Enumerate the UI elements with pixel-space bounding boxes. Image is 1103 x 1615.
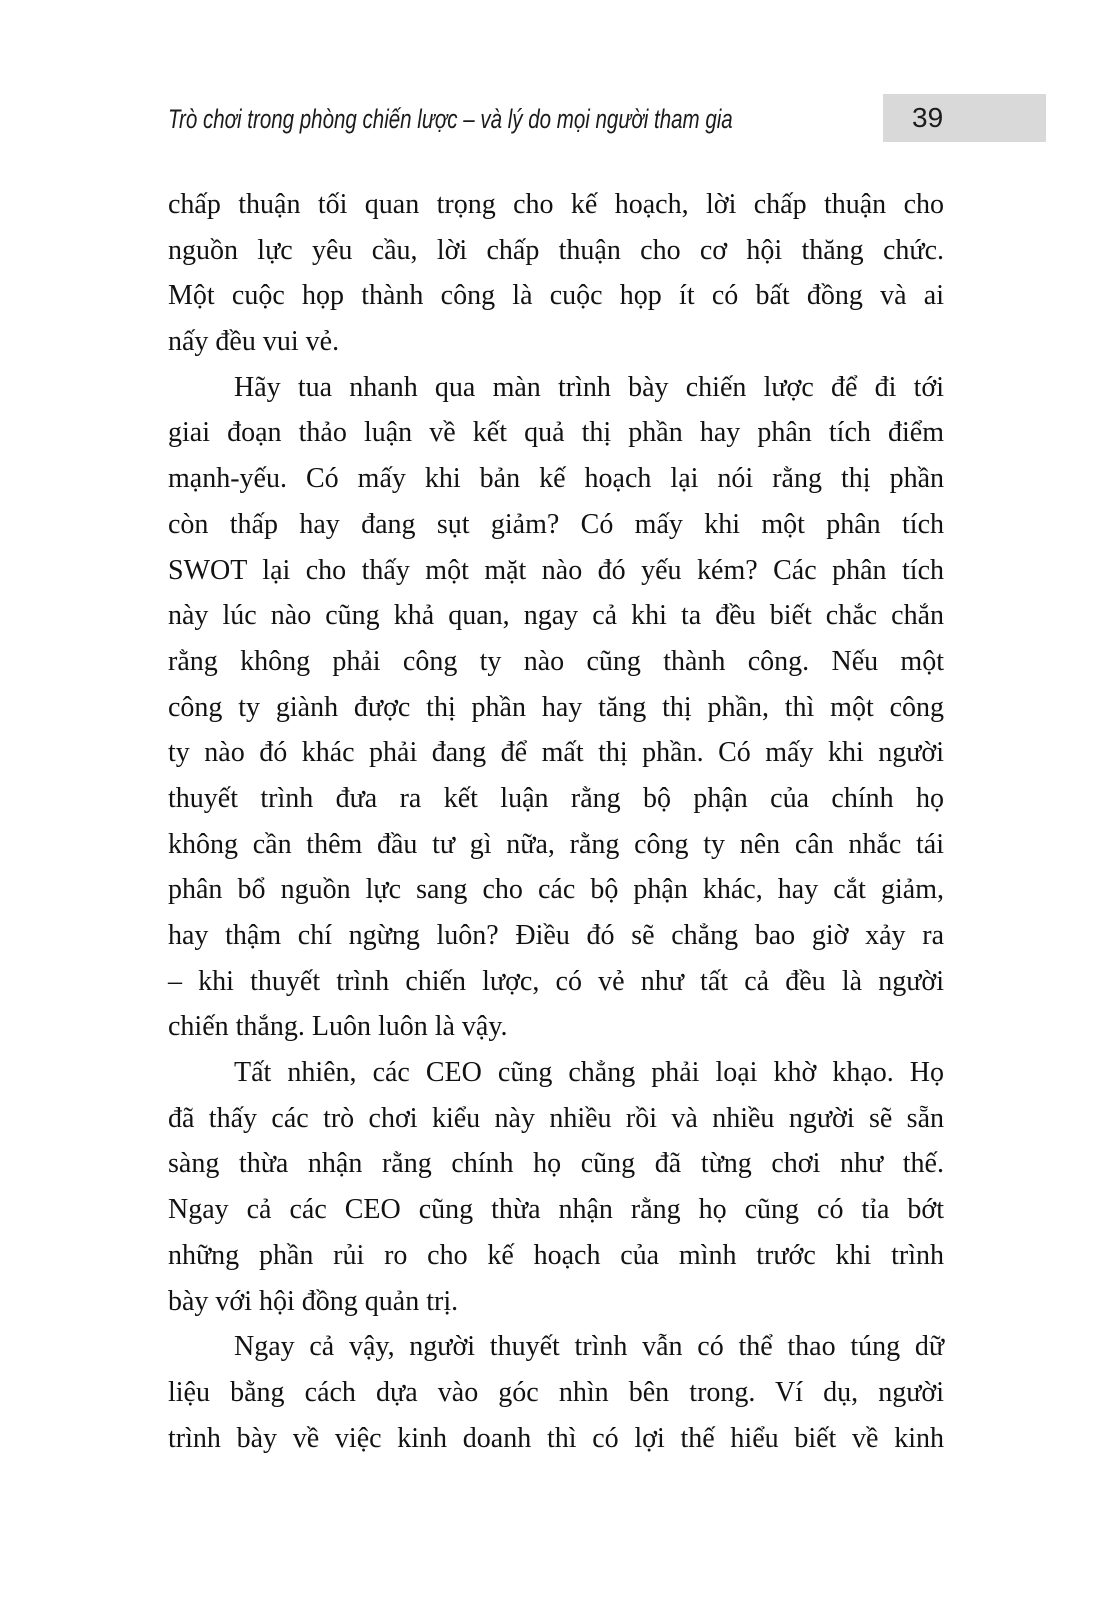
text-line: Hãy tua nhanh qua màn trình bày chiến lược để đi tới bbox=[234, 371, 944, 403]
text-line: ty nào đó khác phải đang để mất thị phần. Có mấy khi người bbox=[168, 737, 944, 769]
text-line: nguồn lực yêu cầu, lời chấp thuận cho cơ hội thăng chức. bbox=[168, 234, 944, 266]
text-line: thuyết trình đưa ra kết luận rằng bộ phận của chính họ bbox=[168, 782, 944, 814]
text-line: những phần rủi ro cho kế hoạch của mình trước khi trình bbox=[168, 1239, 944, 1271]
text-line: hay thậm chí ngừng luôn? Điều đó sẽ chẳng bao giờ xảy ra bbox=[168, 920, 944, 951]
paragraph bbox=[168, 1050, 944, 1324]
text-line: giai đoạn thảo luận về kết quả thị phần hay phân tích điểm bbox=[168, 417, 944, 449]
text-line: mạnh-yếu. Có mấy khi bản kế hoạch lại nói rằng thị phần bbox=[168, 463, 944, 495]
text-line: bày với hội đồng quản trị. bbox=[168, 1285, 459, 1317]
text-line: nấy đều vui vẻ. bbox=[168, 326, 340, 358]
text-line: phân bổ nguồn lực sang cho các bộ phận khác, hay cắt giảm, bbox=[168, 874, 944, 906]
text-line: chiến thắng. Luôn luôn là vậy. bbox=[168, 1011, 508, 1043]
text-line: đã thấy các trò chơi kiểu này nhiều rồi và nhiều người sẽ sẵn bbox=[168, 1102, 944, 1134]
text-line: còn thấp hay đang sụt giảm? Có mấy khi một phân tích bbox=[168, 508, 944, 540]
text-line: này lúc nào cũng khả quan, ngay cả khi ta đều biết chắc chắn bbox=[168, 600, 944, 632]
paragraph bbox=[168, 365, 944, 1050]
paragraph bbox=[168, 1324, 944, 1461]
page-number: 39 bbox=[912, 102, 944, 133]
text-line: SWOT lại cho thấy một mặt nào đó yếu kém? Các phân tích bbox=[168, 554, 944, 586]
text-line: Ngay cả các CEO cũng thừa nhận rằng họ cũng có tỉa bớt bbox=[168, 1194, 944, 1226]
body-text bbox=[168, 182, 944, 1461]
text-line: Ngay cả vậy, người thuyết trình vẫn có thể thao túng dữ bbox=[234, 1331, 944, 1363]
text-line: Một cuộc họp thành công là cuộc họp ít có bất đồng và ai bbox=[168, 280, 944, 312]
page-number-box bbox=[883, 94, 1046, 142]
text-line: không cần thêm đầu tư gì nữa, rằng công ty nên cân nhắc tái bbox=[168, 828, 944, 860]
text-line: liệu bằng cách dựa vào góc nhìn bên trong. Ví dụ, người bbox=[168, 1376, 944, 1408]
text-line: Tất nhiên, các CEO cũng chẳng phải loại khờ khạo. Họ bbox=[234, 1057, 944, 1089]
text-line: rằng không phải công ty nào cũng thành công. Nếu một bbox=[168, 645, 944, 677]
text-line: sàng thừa nhận rằng chính họ cũng đã từng chơi như thế. bbox=[168, 1148, 944, 1180]
paragraph bbox=[168, 182, 944, 365]
text-line: trình bày về việc kinh doanh thì có lợi thế hiểu biết về kinh bbox=[168, 1422, 944, 1454]
text-line: chấp thuận tối quan trọng cho kế hoạch, lời chấp thuận cho bbox=[168, 189, 944, 220]
text-line: công ty giành được thị phần hay tăng thị phần, thì một công bbox=[168, 691, 944, 723]
running-header-title: Trò chơi trong phòng chiến lược – và lý do mọi người tham gia bbox=[168, 104, 733, 134]
text-line: – khi thuyết trình chiến lược, có vẻ như tất cả đều là người bbox=[168, 965, 944, 997]
running-header bbox=[168, 100, 868, 138]
